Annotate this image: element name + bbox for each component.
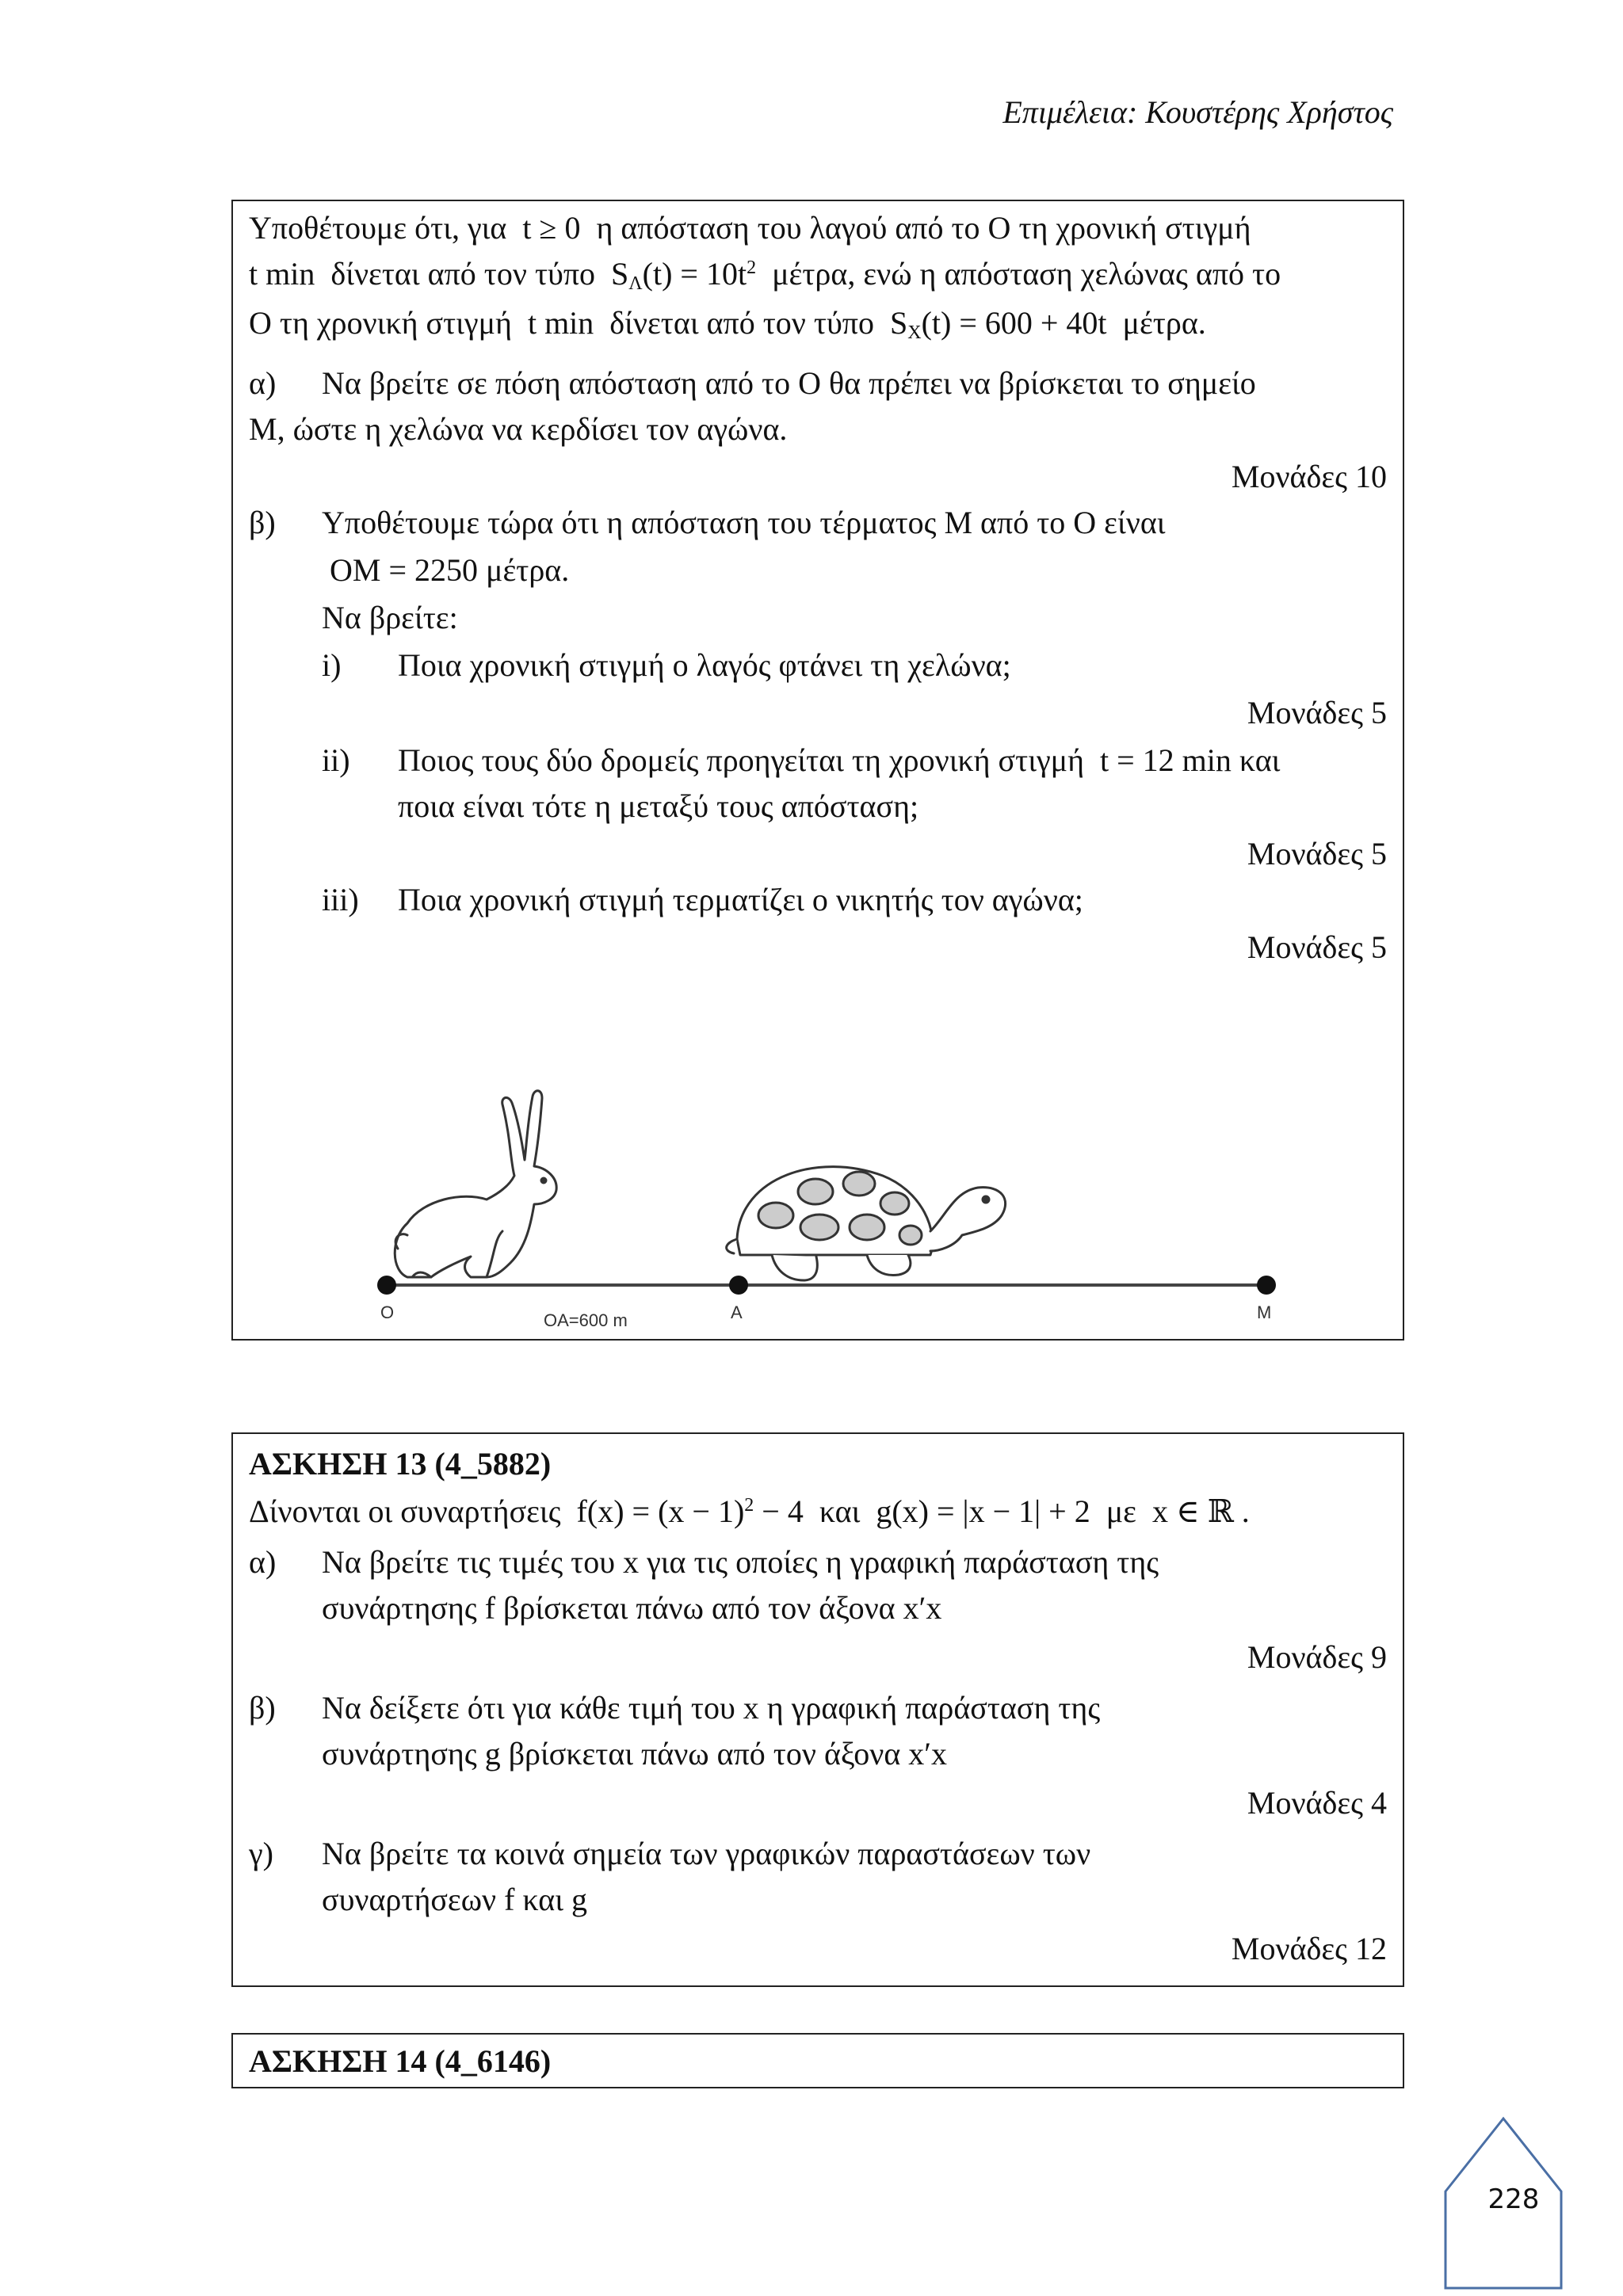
sub-question-i-text: Ποια χρονική στιγμή ο λαγός φτάνει τη χελώνα; (398, 647, 1011, 683)
q13-c-marks: Μονάδες 12 (1231, 1931, 1387, 1966)
q13-c-line-1: Να βρείτε τα κοινά σημεία των γραφικών παραστάσεων των (322, 1836, 1091, 1871)
function-f-definition: $f(x) = (x - 1)^2 - 4$ (576, 1493, 804, 1529)
sub-question-iii-text: Ποια χρονική στιγμή τερματίζει ο νικητής τον αγώνα; (398, 882, 1083, 917)
q13-c-line-2: συναρτήσεων f και g (322, 1882, 587, 1917)
sub-question-ii-label: ii) (322, 742, 350, 778)
function-g-definition: g(x) = |x − 1| + 2 (876, 1493, 1090, 1529)
q13-a-label: α) (249, 1544, 277, 1580)
point-m-marker (1257, 1276, 1276, 1295)
sub-question-i-marks: Μονάδες 5 (1247, 695, 1387, 730)
tortoise-distance-formula: $S_X(t) = 600 + 40t$ (889, 305, 1107, 343)
problem-12-box (231, 200, 1404, 1341)
sub-question-ii-line-1: Ποιος τους δύο δρομείς προηγείται τη χρονική στιγμή t = 12 min και (398, 742, 1281, 778)
page-number: 228 (1487, 2183, 1540, 2215)
oa-distance-label: OA=600 m (544, 1310, 628, 1330)
q13-a-marks: Μονάδες 9 (1247, 1639, 1387, 1675)
problem-14-box (231, 2033, 1404, 2088)
header-author: Επιμέλεια: Κουστέρης Χρήστος (1002, 94, 1393, 130)
point-m-label: M (1257, 1302, 1272, 1322)
sub-question-ii-marks: Μονάδες 5 (1247, 836, 1387, 871)
question-b-line-2: ΟΜ = 2250 μέτρα. (330, 552, 570, 588)
hare-drawing (395, 1091, 556, 1277)
q13-c-label: γ) (249, 1836, 273, 1871)
problem-13-intro: Δίνονται οι συναρτήσεις $f(x) = (x - 1)^2 - 4$ και g(x) = |x − 1| + 2 με x ∈ ℝ . (249, 1493, 1250, 1529)
q13-a-line-1: Να βρείτε τις τιμές του x για τις οποίες η γραφική παράσταση της (322, 1544, 1159, 1580)
q13-b-label: β) (249, 1690, 276, 1726)
question-a-marks: Μονάδες 10 (1231, 459, 1387, 494)
sub-question-i-label: i) (322, 647, 342, 683)
point-o-marker (377, 1276, 396, 1295)
intro-line-1: Υποθέτουμε ότι, για t ≥ 0 η απόσταση του λαγού από το Ο τη χρονική στιγμή (249, 210, 1251, 246)
point-a-label: A (731, 1302, 743, 1322)
intro-line-3: Ο τη χρονική στιγμή t min δίνεται από τον τύπο $S_X(t) = 600 + 40t$ μέτρα. (249, 305, 1206, 343)
q13-b-marks: Μονάδες 4 (1247, 1785, 1387, 1821)
question-a-label: α) (249, 365, 277, 401)
problem-13-title: ΑΣΚΗΣΗ 13 (4_5882) (249, 1446, 552, 1482)
point-o-label: O (380, 1302, 395, 1322)
question-b-line-1: Υποθέτουμε τώρα ότι η απόσταση του τέρματος Μ από το Ο είναι (322, 505, 1166, 540)
intro-line-2: t min δίνεται από τον τύπο $S_\Lambda(t) = 10t^2$ μέτρα, ενώ η απόσταση χελώνας από το (249, 256, 1281, 294)
question-b-line-3: Να βρείτε: (322, 600, 458, 635)
q13-b-line-2: συνάρτησης g βρίσκεται πάνω από τον άξονα x′x (322, 1736, 948, 1772)
problem-14-title: ΑΣΚΗΣΗ 14 (4_6146) (249, 2043, 552, 2079)
hare-distance-formula: $S_\Lambda(t) = 10t^2$ (611, 256, 757, 294)
question-a-line-1: Να βρείτε σε πόση απόσταση από το Ο θα πρέπει να βρίσκεται το σημείο (322, 365, 1256, 401)
q13-b-line-1: Να δείξετε ότι για κάθε τιμή του x η γραφική παράσταση της (322, 1690, 1101, 1726)
sub-question-iii-label: iii) (322, 882, 359, 917)
question-a-line-2: Μ, ώστε η χελώνα να κερδίσει τον αγώνα. (249, 411, 788, 447)
sub-question-iii-marks: Μονάδες 5 (1247, 929, 1387, 965)
question-b-label: β) (249, 505, 276, 540)
sub-question-ii-line-2: ποια είναι τότε η μεταξύ τους απόσταση; (398, 788, 919, 824)
tortoise-drawing (727, 1167, 1006, 1280)
q13-a-line-2: συνάρτησης f βρίσκεται πάνω από τον άξονα x′x (322, 1590, 942, 1626)
point-a-marker (729, 1276, 748, 1295)
race-illustration (376, 1073, 1517, 1318)
problem-13-box (231, 1432, 1404, 1987)
